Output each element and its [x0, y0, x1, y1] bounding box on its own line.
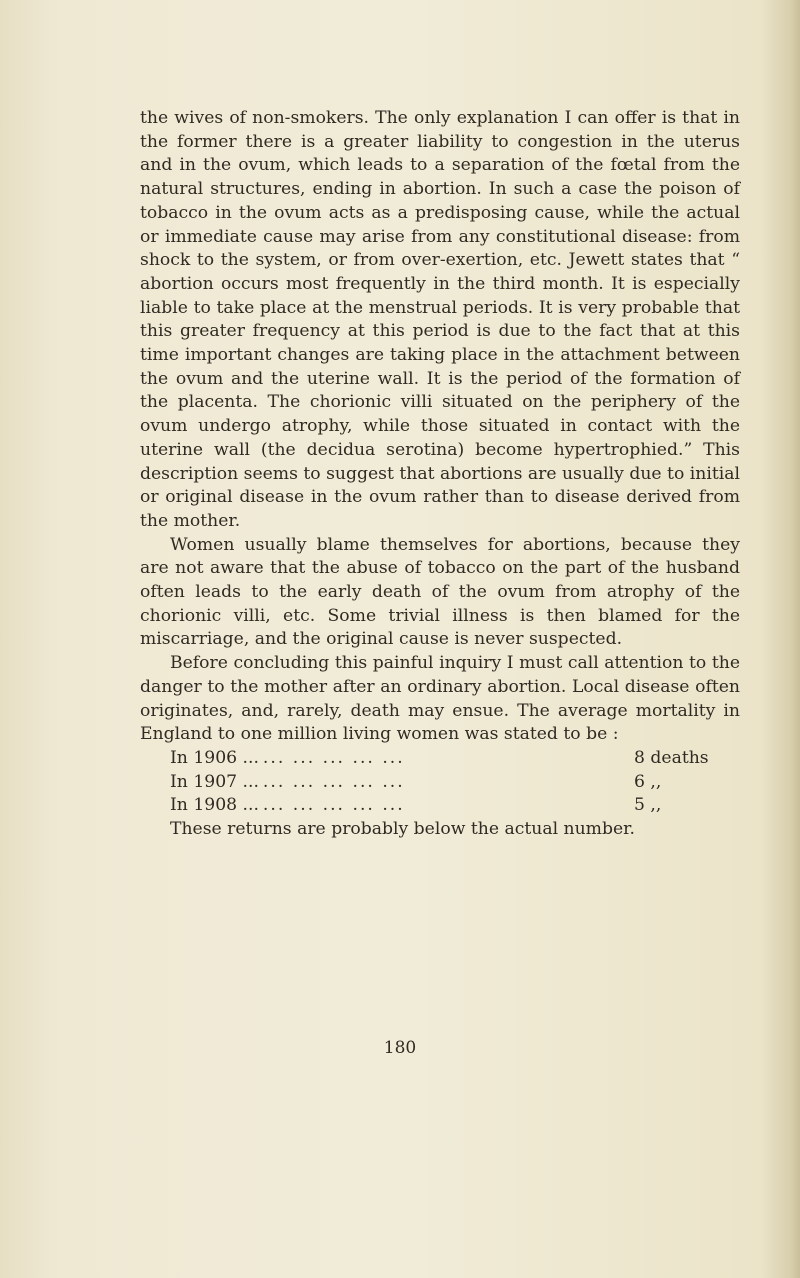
mortality-list [140, 747, 740, 818]
stat-year: In 1906 ... [170, 747, 259, 768]
stat-year: In 1907 ... [170, 771, 259, 792]
stat-count: 5 ,, [634, 795, 662, 816]
page-number: 180 [383, 1038, 417, 1058]
leader-dots: ... ... ... ... ... [262, 795, 405, 816]
stat-year: In 1908 ... [170, 795, 259, 816]
body-text [140, 107, 740, 842]
leader-dots: ... ... ... ... ... [262, 771, 405, 792]
stat-count: 6 ,, [634, 771, 662, 792]
mortality-row-1906 [140, 747, 740, 771]
paragraph-2: Women usually blame themselves for abortions, because they are not aware that the abuse of tobacco on the part of the husband often leads to the early death of the ovum from atrophy of the chorionic villi, etc. Some trivial illness is then blamed for the miscarriage, and the original cause is never suspected. [140, 534, 740, 650]
stat-count: 8 deaths [634, 747, 709, 768]
paragraph-1: the wives of non-smokers. The only explanation I can offer is that in the former there is a greater liability to congestion in the uterus and in the ovum, which leads to a separation of the fœtal from the natural structures, ending in abortion. In such a case the poison of tobacco in the ovum acts as a predisposing cause, while the actual or immediate cause may arise from any constitutional disease: from shock to the system, or from over-exertion, etc. Jewett states that “ abortion occurs most frequently in the third month. It is especially liable to take place at the menstrual periods. It is very probable that this greater frequency at this period is due to the fact that at this time important changes are taking place in the attachment between the ovum and the uterine wall. It is the period of the formation of the placenta. The chorionic villi situated on the periphery of the ovum undergo atrophy, while those situated in contact with the uterine wall (the decidua serotina) become hypertrophied.” This description seems to suggest that abortions are usually due to initial or original disease in the ovum rather than to disease derived from the mother. [140, 108, 740, 531]
leader-dots: ... ... ... ... ... [262, 747, 405, 768]
paragraph-3: Before concluding this painful inquiry I must call attention to the danger to the mother after an ordinary abortion. Local disease often originates, and, rarely, death may ensue. The average mortality in England to one million living women was stated to be : [140, 653, 740, 745]
mortality-row-1908 [140, 794, 740, 818]
mortality-row-1907 [140, 771, 740, 795]
closing-sentence: These returns are probably below the actual number. [170, 819, 635, 840]
